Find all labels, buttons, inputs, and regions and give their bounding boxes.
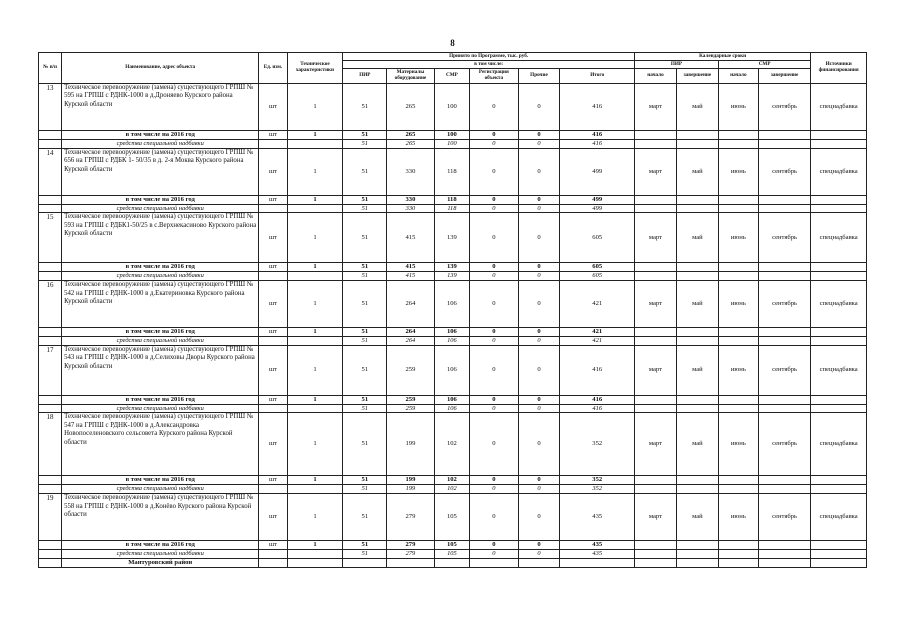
surcharge-label: средства специальной надбавки [62, 550, 259, 559]
surcharge-registration: 0 [470, 404, 518, 413]
smr-cell: 118 [434, 148, 470, 195]
total-cell: 421 [560, 281, 635, 328]
subtotal-other: 0 [518, 395, 560, 404]
subtotal-materials: 330 [387, 195, 434, 204]
subtotal-registration: 0 [470, 131, 518, 140]
subtotal-row [39, 195, 867, 204]
registration-cell: 0 [470, 345, 518, 395]
district-name: Мантуровский район [62, 558, 259, 567]
subtotal-registration: 0 [470, 476, 518, 485]
object-name: Техническое перевооружение (замена) существующего ГРПШ № 593 на ГРПШ с РДБК1-50/25 в с.Верхнекасиново Курского района Курской области [62, 213, 259, 263]
table-row [39, 84, 867, 131]
subtotal-pir: 51 [343, 263, 387, 272]
subtotal-registration: 0 [470, 195, 518, 204]
surcharge-other: 0 [518, 550, 560, 559]
subtotal-materials: 259 [387, 395, 434, 404]
surcharge-pir: 51 [343, 485, 387, 494]
surcharge-materials: 415 [387, 272, 434, 281]
subtotal-smr: 139 [434, 263, 470, 272]
surcharge-materials: 264 [387, 337, 434, 346]
surcharge-materials: 265 [387, 140, 434, 149]
subtotal-label: в том числе на 2016 год [62, 195, 259, 204]
subtotal-label: в том числе на 2016 год [62, 395, 259, 404]
subtotal-materials: 264 [387, 328, 434, 337]
materials-cell: 415 [387, 213, 434, 263]
pir-end-cell: май [676, 281, 718, 328]
subtotal-pir: 51 [343, 195, 387, 204]
header-materials: Материалы оборудование [387, 69, 434, 84]
subtotal-tech: 1 [287, 195, 343, 204]
total-cell: 416 [560, 345, 635, 395]
subtotal-materials: 415 [387, 263, 434, 272]
subtotal-registration: 0 [470, 328, 518, 337]
header-pir-end: завершение [676, 69, 718, 84]
header-including: в том числе: [343, 61, 635, 69]
smr-start-cell: июнь [718, 345, 758, 395]
tech-cell: 1 [287, 494, 343, 541]
smr-start-cell: июнь [718, 494, 758, 541]
object-name: Техническое перевооружение (замена) существующего ГРПШ № 542 на ГРПШ с РДНК-1000 в д.Екатериновка Курского района Курской области [62, 281, 259, 328]
smr-cell: 100 [434, 84, 470, 131]
header-other: Прочие [518, 69, 560, 84]
materials-cell: 199 [387, 413, 434, 476]
smr-end-cell: сентябрь [758, 148, 811, 195]
registration-cell: 0 [470, 281, 518, 328]
pir-cell: 51 [343, 345, 387, 395]
surcharge-other: 0 [518, 204, 560, 213]
header-smr-start: начало [718, 69, 758, 84]
surcharge-total: 416 [560, 404, 635, 413]
tech-cell: 1 [287, 84, 343, 131]
pir-cell: 51 [343, 148, 387, 195]
smr-cell: 106 [434, 281, 470, 328]
subtotal-tech: 1 [287, 263, 343, 272]
subtotal-unit: шт [259, 395, 287, 404]
surcharge-total: 421 [560, 337, 635, 346]
subtotal-smr: 102 [434, 476, 470, 485]
surcharge-smr: 139 [434, 272, 470, 281]
surcharge-other: 0 [518, 272, 560, 281]
total-cell: 416 [560, 84, 635, 131]
subtotal-other: 0 [518, 131, 560, 140]
row-number: 17 [39, 345, 62, 395]
subtotal-other: 0 [518, 328, 560, 337]
surcharge-smr: 118 [434, 204, 470, 213]
object-name: Техническое перевооружение (замена) существующего ГРПШ № 558 на ГРПШ с РДНК-1000 в д.Конёво Курского района Курской области [62, 494, 259, 541]
smr-end-cell: сентябрь [758, 413, 811, 476]
subtotal-total: 352 [560, 476, 635, 485]
unit-cell: шт [259, 345, 287, 395]
subtotal-total: 416 [560, 395, 635, 404]
smr-start-cell: июнь [718, 281, 758, 328]
subtotal-materials: 279 [387, 541, 434, 550]
subtotal-smr: 100 [434, 131, 470, 140]
header-smr-end: завершение [758, 69, 811, 84]
tech-cell: 1 [287, 148, 343, 195]
materials-cell: 279 [387, 494, 434, 541]
subtotal-tech: 1 [287, 131, 343, 140]
surcharge-registration: 0 [470, 272, 518, 281]
smr-start-cell: июнь [718, 148, 758, 195]
subtotal-unit: шт [259, 131, 287, 140]
surcharge-label: средства специальной надбавки [62, 337, 259, 346]
page-number: 8 [450, 38, 455, 48]
total-cell: 499 [560, 148, 635, 195]
surcharge-smr: 100 [434, 140, 470, 149]
surcharge-other: 0 [518, 404, 560, 413]
materials-cell: 265 [387, 84, 434, 131]
other-cell: 0 [518, 213, 560, 263]
smr-end-cell: сентябрь [758, 281, 811, 328]
source-cell: спецнадбавка [811, 148, 867, 195]
subtotal-unit: шт [259, 328, 287, 337]
pir-start-cell: март [634, 213, 676, 263]
header-name: Наименование, адрес объекта [62, 53, 259, 84]
other-cell: 0 [518, 281, 560, 328]
special-surcharge-row [39, 204, 867, 213]
surcharge-registration: 0 [470, 550, 518, 559]
surcharge-smr: 102 [434, 485, 470, 494]
registration-cell: 0 [470, 413, 518, 476]
surcharge-label: средства специальной надбавки [62, 485, 259, 494]
other-cell: 0 [518, 345, 560, 395]
table-row [39, 281, 867, 328]
subtotal-tech: 1 [287, 328, 343, 337]
pir-end-cell: май [676, 345, 718, 395]
materials-cell: 264 [387, 281, 434, 328]
object-name: Техническое перевооружение (замена) существующего ГРПШ № 543 на ГРПШ с РДНК-1000 в д.Селиховы Дворы Курского района Курской области [62, 345, 259, 395]
subtotal-row [39, 131, 867, 140]
subtotal-total: 605 [560, 263, 635, 272]
header-source: Источники финансирования [811, 53, 867, 84]
surcharge-smr: 106 [434, 404, 470, 413]
special-surcharge-row [39, 485, 867, 494]
smr-end-cell: сентябрь [758, 84, 811, 131]
subtotal-row [39, 263, 867, 272]
row-number: 16 [39, 281, 62, 328]
smr-end-cell: сентябрь [758, 213, 811, 263]
tech-cell: 1 [287, 281, 343, 328]
special-surcharge-row [39, 337, 867, 346]
table-row [39, 413, 867, 476]
pir-cell: 51 [343, 281, 387, 328]
header-pir: ПИР [343, 69, 387, 84]
header-pir-start: начало [634, 69, 676, 84]
other-cell: 0 [518, 148, 560, 195]
surcharge-registration: 0 [470, 337, 518, 346]
header-num: № п/п [39, 53, 62, 84]
special-surcharge-row [39, 272, 867, 281]
pir-start-cell: март [634, 84, 676, 131]
other-cell: 0 [518, 84, 560, 131]
subtotal-total: 416 [560, 131, 635, 140]
tech-cell: 1 [287, 345, 343, 395]
surcharge-total: 416 [560, 140, 635, 149]
header-tech: Техническое характеристики [287, 53, 343, 84]
subtotal-row [39, 328, 867, 337]
surcharge-materials: 199 [387, 485, 434, 494]
registration-cell: 0 [470, 148, 518, 195]
surcharge-other: 0 [518, 140, 560, 149]
subtotal-other: 0 [518, 195, 560, 204]
pir-start-cell: март [634, 148, 676, 195]
surcharge-total: 352 [560, 485, 635, 494]
header-smr: СМР [434, 69, 470, 84]
subtotal-registration: 0 [470, 263, 518, 272]
unit-cell: шт [259, 84, 287, 131]
header-cal-pir: ПИР [634, 61, 718, 69]
subtotal-tech: 1 [287, 476, 343, 485]
surcharge-smr: 106 [434, 337, 470, 346]
header-registration: Регистрация объекта [470, 69, 518, 84]
pir-end-cell: май [676, 494, 718, 541]
surcharge-total: 435 [560, 550, 635, 559]
header-cal-smr: СМР [718, 61, 810, 69]
pir-start-cell: март [634, 345, 676, 395]
subtotal-materials: 199 [387, 476, 434, 485]
smr-cell: 106 [434, 345, 470, 395]
subtotal-unit: шт [259, 476, 287, 485]
surcharge-materials: 259 [387, 404, 434, 413]
object-name: Техническое перевооружение (замена) существующего ГРПШ № 595 на ГРПШ с РДНК-1000 в д.Дроняево Курского района Курской области [62, 84, 259, 131]
object-name: Техническое перевооружение (замена) существующего ГРПШ № 656 на ГРПШ с РДБК 1- 50/35 в д. 2-я Моква Курского района Курской области [62, 148, 259, 195]
registration-cell: 0 [470, 213, 518, 263]
surcharge-pir: 51 [343, 337, 387, 346]
surcharge-registration: 0 [470, 140, 518, 149]
materials-cell: 259 [387, 345, 434, 395]
subtotal-row [39, 395, 867, 404]
source-cell: спецнадбавка [811, 281, 867, 328]
row-number: 14 [39, 148, 62, 195]
surcharge-label: средства специальной надбавки [62, 404, 259, 413]
surcharge-total: 499 [560, 204, 635, 213]
smr-cell: 139 [434, 213, 470, 263]
other-cell: 0 [518, 494, 560, 541]
table-header [39, 53, 867, 84]
subtotal-registration: 0 [470, 395, 518, 404]
source-cell: спецнадбавка [811, 213, 867, 263]
subtotal-pir: 51 [343, 395, 387, 404]
smr-end-cell: сентябрь [758, 494, 811, 541]
unit-cell: шт [259, 213, 287, 263]
smr-start-cell: июнь [718, 84, 758, 131]
subtotal-smr: 106 [434, 395, 470, 404]
header-calendar: Календарные сроки [634, 53, 810, 61]
subtotal-registration: 0 [470, 541, 518, 550]
total-cell: 435 [560, 494, 635, 541]
row-number: 13 [39, 84, 62, 131]
surcharge-pir: 51 [343, 404, 387, 413]
subtotal-total: 421 [560, 328, 635, 337]
subtotal-other: 0 [518, 476, 560, 485]
pir-start-cell: март [634, 281, 676, 328]
tech-cell: 1 [287, 213, 343, 263]
surcharge-total: 605 [560, 272, 635, 281]
surcharge-pir: 51 [343, 550, 387, 559]
subtotal-pir: 51 [343, 541, 387, 550]
total-cell: 352 [560, 413, 635, 476]
surcharge-pir: 51 [343, 204, 387, 213]
surcharge-smr: 105 [434, 550, 470, 559]
surcharge-other: 0 [518, 337, 560, 346]
row-number: 18 [39, 413, 62, 476]
row-number: 19 [39, 494, 62, 541]
surcharge-registration: 0 [470, 204, 518, 213]
subtotal-smr: 118 [434, 195, 470, 204]
pir-start-cell: март [634, 413, 676, 476]
pir-cell: 51 [343, 413, 387, 476]
subtotal-label: в том числе на 2016 год [62, 263, 259, 272]
subtotal-pir: 51 [343, 328, 387, 337]
surcharge-label: средства специальной надбавки [62, 272, 259, 281]
table-row [39, 494, 867, 541]
subtotal-materials: 265 [387, 131, 434, 140]
subtotal-other: 0 [518, 263, 560, 272]
district-row [39, 558, 867, 567]
unit-cell: шт [259, 494, 287, 541]
special-surcharge-row [39, 404, 867, 413]
subtotal-tech: 1 [287, 395, 343, 404]
table-row [39, 345, 867, 395]
surcharge-label: средства специальной надбавки [62, 140, 259, 149]
special-surcharge-row [39, 140, 867, 149]
subtotal-label: в том числе на 2016 год [62, 131, 259, 140]
unit-cell: шт [259, 281, 287, 328]
subtotal-other: 0 [518, 541, 560, 550]
header-unit: Ед. изм. [259, 53, 287, 84]
subtotal-pir: 51 [343, 476, 387, 485]
materials-cell: 330 [387, 148, 434, 195]
object-name: Техническое перевооружение (замена) существующего ГРПШ № 547 на ГРПШ с РДНК-1000 в д.Александровка Новопоселеновского сельсовета Курского района Курской области [62, 413, 259, 476]
unit-cell: шт [259, 148, 287, 195]
surcharge-materials: 330 [387, 204, 434, 213]
tech-cell: 1 [287, 413, 343, 476]
source-cell: спецнадбавка [811, 413, 867, 476]
registration-cell: 0 [470, 84, 518, 131]
source-cell: спецнадбавка [811, 84, 867, 131]
subtotal-smr: 105 [434, 541, 470, 550]
subtotal-label: в том числе на 2016 год [62, 541, 259, 550]
smr-cell: 105 [434, 494, 470, 541]
special-surcharge-row [39, 550, 867, 559]
subtotal-unit: шт [259, 541, 287, 550]
pir-end-cell: май [676, 413, 718, 476]
pir-end-cell: май [676, 148, 718, 195]
surcharge-pir: 51 [343, 140, 387, 149]
table-row [39, 213, 867, 263]
header-total: Итого [560, 69, 635, 84]
source-cell: спецнадбавка [811, 494, 867, 541]
subtotal-label: в том числе на 2016 год [62, 476, 259, 485]
pir-start-cell: март [634, 494, 676, 541]
pir-end-cell: май [676, 213, 718, 263]
subtotal-total: 435 [560, 541, 635, 550]
subtotal-smr: 106 [434, 328, 470, 337]
pir-cell: 51 [343, 213, 387, 263]
unit-cell: шт [259, 413, 287, 476]
source-cell: спецнадбавка [811, 345, 867, 395]
smr-start-cell: июнь [718, 413, 758, 476]
pir-end-cell: май [676, 84, 718, 131]
row-number: 15 [39, 213, 62, 263]
surcharge-materials: 279 [387, 550, 434, 559]
header-funding-group: Принято по Программе, тыс. руб. [343, 53, 635, 61]
pir-cell: 51 [343, 84, 387, 131]
surcharge-pir: 51 [343, 272, 387, 281]
program-table [38, 52, 867, 568]
other-cell: 0 [518, 413, 560, 476]
subtotal-pir: 51 [343, 131, 387, 140]
subtotal-unit: шт [259, 263, 287, 272]
smr-cell: 102 [434, 413, 470, 476]
registration-cell: 0 [470, 494, 518, 541]
table-body [39, 84, 867, 568]
subtotal-row [39, 541, 867, 550]
smr-end-cell: сентябрь [758, 345, 811, 395]
surcharge-registration: 0 [470, 485, 518, 494]
pir-cell: 51 [343, 494, 387, 541]
subtotal-row [39, 476, 867, 485]
subtotal-unit: шт [259, 195, 287, 204]
subtotal-label: в том числе на 2016 год [62, 328, 259, 337]
subtotal-tech: 1 [287, 541, 343, 550]
surcharge-label: средства специальной надбавки [62, 204, 259, 213]
surcharge-other: 0 [518, 485, 560, 494]
smr-start-cell: июнь [718, 213, 758, 263]
subtotal-total: 499 [560, 195, 635, 204]
table-row [39, 148, 867, 195]
total-cell: 605 [560, 213, 635, 263]
